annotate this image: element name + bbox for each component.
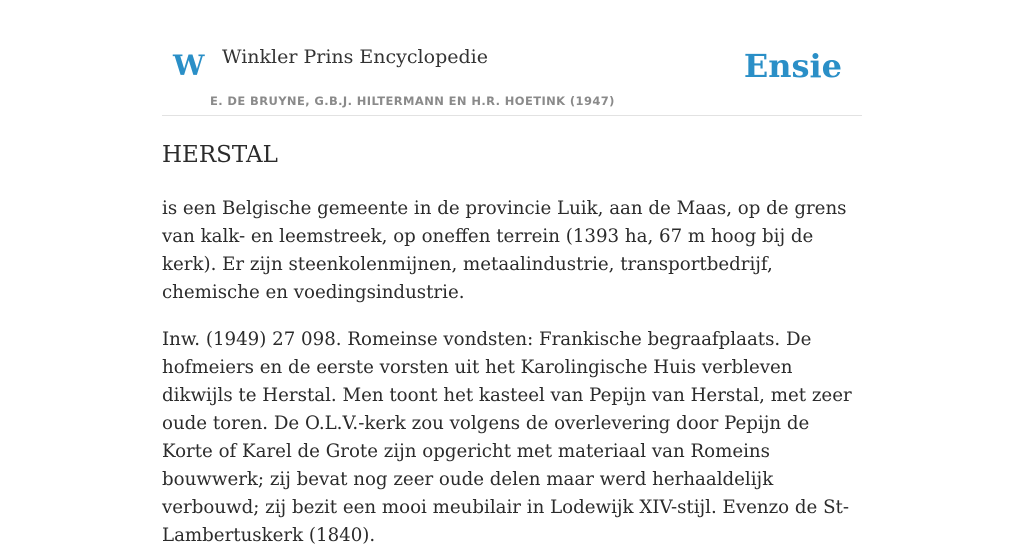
book-logo[interactable]: W: [173, 49, 205, 82]
entry-paragraph: Inw. (1949) 27 098. Romeinse vondsten: Frankische begraafplaats. De hofmeiers en de eerste vorsten uit het Karolingische Huis verbleven dikwijls te Herstal. Men toont het kasteel van Pepijn van Herstal, met zeer oude toren. De O.L.V.-kerk zou volgens de overlevering door Pepijn de Korte of Karel de Grote zijn opgericht met materiaal van Romeins bouwwerk; zij bevat nog zeer oude delen maar werd herhaaldelijk verbouwd; zij bezit een mooi meubilair in Lodewijk XIV-stijl. Evenzo de St-Lambertuskerk (1840).: [162, 328, 852, 546]
book-title-link[interactable]: Winkler Prins Encyclopedie: [222, 46, 488, 68]
ensie-logo[interactable]: Ensie: [743, 47, 842, 85]
entry-paragraph: is een Belgische gemeente in de provincie Luik, aan de Maas, op de grens van kalk- en leemstreek, op oneffen terrein (1393 ha, 67 m hoog bij de kerk). Er zijn steenkolenmijnen, metaalindustrie, transportbedrijf, chemische en voedingsindustrie.: [162, 197, 847, 303]
site-header: [162, 0, 862, 116]
page: [162, 0, 862, 550]
book-authors: E. DE BRUYNE, G.B.J. HILTERMANN EN H.R. HOETINK (1947): [210, 94, 615, 108]
entry-title: HERSTAL: [162, 142, 278, 168]
